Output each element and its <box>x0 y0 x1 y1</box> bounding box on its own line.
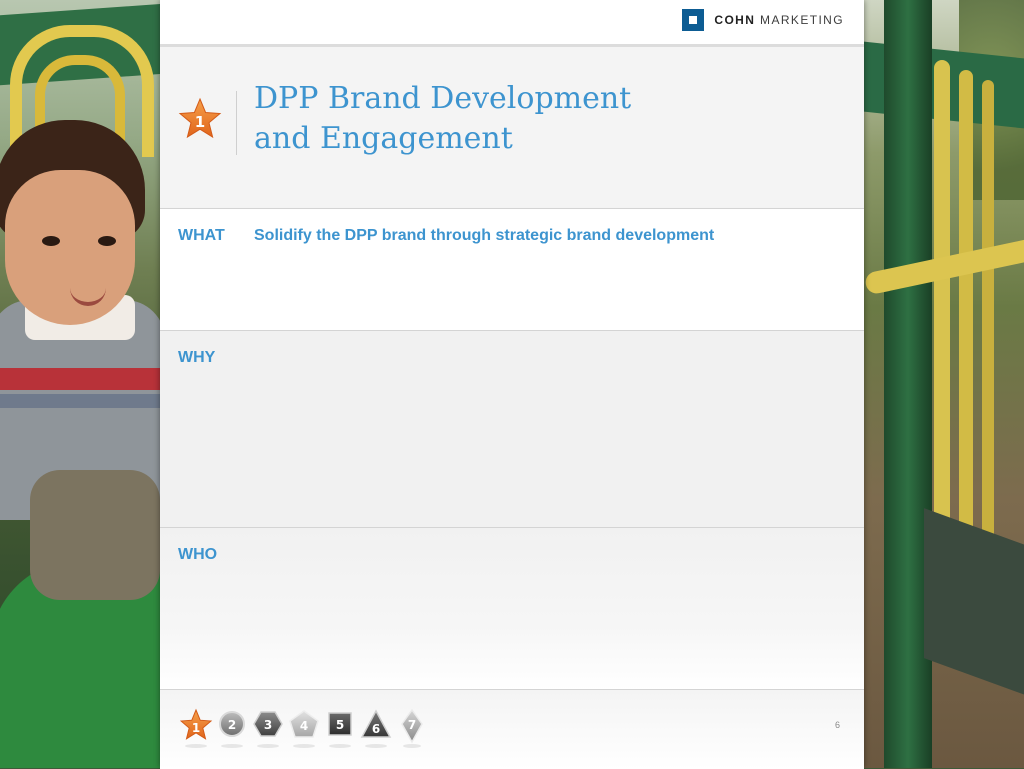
nav-number-2: 2 <box>227 718 237 732</box>
section-who-label: WHO <box>178 546 218 563</box>
section-what-label: WHAT <box>178 227 225 244</box>
section-why-label: WHY <box>178 349 216 366</box>
nav-item-6[interactable] <box>360 708 396 750</box>
page-title <box>254 79 631 159</box>
page-title-line-2: and Engagement <box>254 121 513 156</box>
section-what-text: Solidify the DPP brand through strategic brand development <box>254 227 715 244</box>
nav-item-5[interactable] <box>324 708 360 750</box>
triangle-icon <box>360 708 396 750</box>
star-badge-number: 1 <box>194 113 206 131</box>
background-photo-right <box>864 0 1024 768</box>
section-why <box>160 330 864 527</box>
nav-item-2[interactable] <box>216 708 252 750</box>
nav-item-7[interactable] <box>396 708 432 750</box>
hexagon-icon <box>252 708 288 750</box>
background-photo-left <box>0 0 160 768</box>
brand-logo[interactable] <box>682 9 844 31</box>
circle-icon <box>216 708 252 750</box>
logo-square-icon <box>682 9 704 31</box>
slide-navigation <box>180 708 432 750</box>
nav-item-1[interactable] <box>180 708 216 750</box>
nav-number-6: 6 <box>371 722 381 736</box>
nav-number-3: 3 <box>263 718 273 732</box>
diamond-icon <box>396 708 432 750</box>
nav-number-5: 5 <box>335 718 345 732</box>
star-badge-icon <box>178 97 222 141</box>
page-title-line-1: DPP Brand Development <box>254 81 632 116</box>
square-icon <box>324 708 360 750</box>
title-divider <box>236 91 237 155</box>
nav-number-1: 1 <box>191 721 201 735</box>
nav-number-7: 7 <box>407 718 417 732</box>
star-icon <box>180 708 216 750</box>
nav-item-4[interactable] <box>288 708 324 750</box>
nav-item-3[interactable] <box>252 708 288 750</box>
footer-bar <box>160 689 864 769</box>
nav-number-4: 4 <box>299 719 309 733</box>
slide-panel <box>160 0 864 768</box>
brand-name-bold: COHN <box>714 13 756 27</box>
pentagon-icon <box>288 708 324 750</box>
title-section <box>160 47 864 207</box>
section-what <box>160 208 864 330</box>
page-number: 6 <box>834 720 840 730</box>
header-bar <box>160 0 864 47</box>
brand-name-rest: MARKETING <box>760 13 844 27</box>
section-who <box>160 527 864 690</box>
